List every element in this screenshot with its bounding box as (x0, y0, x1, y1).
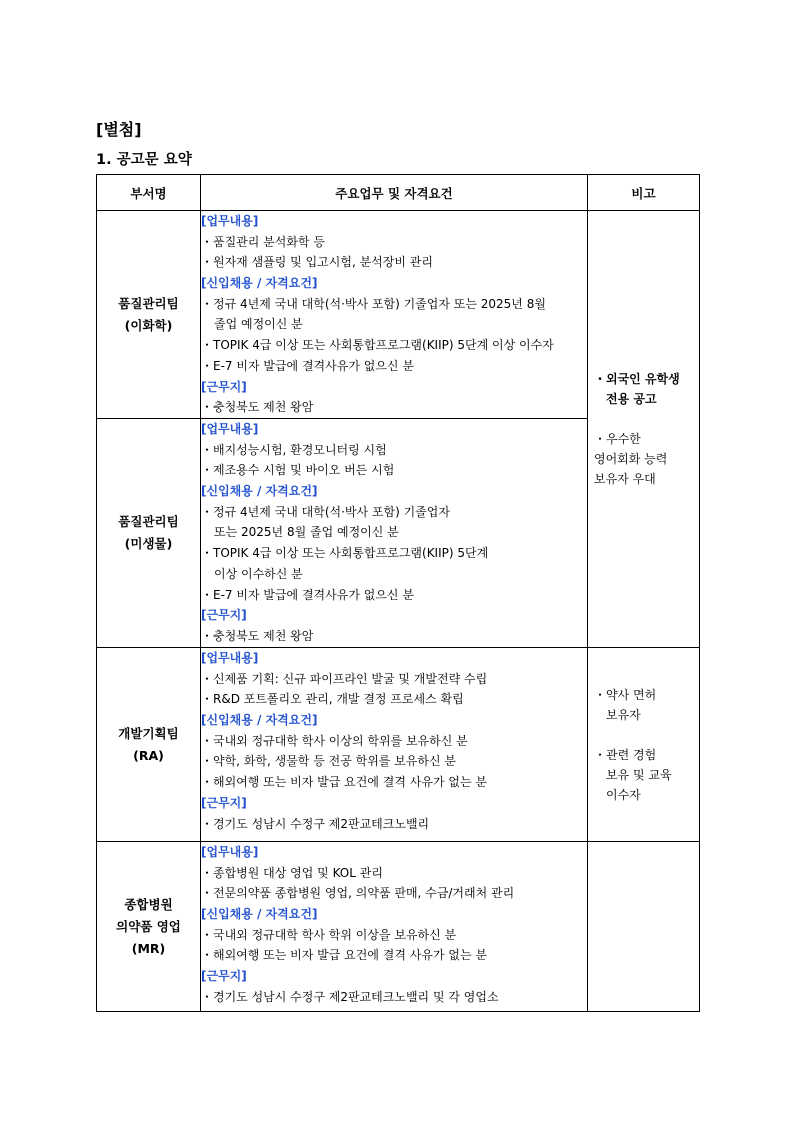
dept-cell (97, 419, 201, 648)
duty-line: ・TOPIK 4급 이상 또는 사회통합프로그램(KIIP) 5단계 (201, 546, 489, 561)
duty-line: ・충청북도 제천 왕암 (201, 400, 314, 415)
dept-sub: (MR) (131, 940, 166, 956)
section-tag: [근무지] (201, 608, 247, 623)
duty-line: ・신제품 기획: 신규 파이프라인 발굴 및 개발전략 수립 (201, 671, 488, 686)
section-tag: [업무내용] (201, 422, 259, 436)
section-tag: [업무내용] (201, 214, 259, 228)
duty-line: ・품질관리 분석화학 등 (201, 234, 325, 249)
duty-line: ・국내외 정규대학 학사 이상의 학위를 보유하신 분 (201, 733, 468, 748)
duty-line: ・TOPIK 4급 이상 또는 사회통합프로그램(KIIP) 5단계 이상 이수자 (201, 338, 554, 353)
duty-line: ・해외여행 또는 비자 발급 요건에 결격 사유가 없는 분 (201, 775, 487, 790)
dept-sub: (이화학) (124, 317, 173, 333)
dept-name-2: 의약품 영업 (116, 918, 181, 934)
duty-line: ・원자재 샘플링 및 입고시험, 분석장비 관리 (201, 255, 433, 270)
dept-name: 개발기획팀 (118, 725, 179, 741)
dept-cell (97, 648, 201, 842)
duty-line: 또는 2025년 8월 졸업 예정이신 분 (214, 525, 399, 540)
summary-table (96, 174, 700, 1012)
section-tag: [근무지] (201, 969, 247, 984)
section-tag: [신입채용 / 자격요건] (201, 907, 318, 922)
section-title: 1. 공고문 요약 (96, 152, 192, 168)
note-license-line1: ・약사 면허 (594, 687, 657, 702)
duty-line: ・전문의약품 종합병원 영업, 의약품 판매, 수금/거래처 관리 (201, 886, 515, 901)
dept-sub: (RA) (133, 747, 164, 763)
duty-line: ・배지성능시험, 환경모니터링 시험 (201, 442, 387, 457)
dept-sub: (미생물) (124, 536, 173, 551)
dept-name: 품질관리팀 (118, 514, 179, 529)
table-row (97, 648, 700, 842)
header-note: 비고 (588, 175, 700, 211)
duty-line: ・종합병원 대상 영업 및 KOL 관리 (201, 865, 383, 880)
note-pref-line3: 보유자 우대 (594, 472, 656, 486)
note-exp-line2: 보유 및 교육 (606, 767, 672, 782)
table-row (97, 211, 700, 419)
duty-line: ・R&D 포트폴리오 관리, 개발 결정 프로세스 확립 (201, 692, 464, 707)
duty-cell (201, 648, 588, 842)
note-license-line2: 보유자 (606, 707, 641, 722)
duty-line: ・E-7 비자 발급에 결격사유가 없으신 분 (201, 587, 414, 602)
duty-line: ・국내외 정규대학 학사 학위 이상을 보유하신 분 (201, 927, 457, 942)
duty-line: 졸업 예정이신 분 (214, 317, 303, 332)
note-exp-line3: 이수자 (606, 787, 641, 802)
duty-line: ・충청북도 제천 왕암 (201, 628, 314, 643)
note-foreign-line2: 전용 공고 (606, 392, 657, 406)
section-tag: [업무내용] (201, 651, 259, 665)
header-dept: 부서명 (97, 175, 201, 211)
note-pref-line2: 영어회화 능력 (594, 452, 668, 466)
duty-cell (201, 842, 588, 1012)
attachment-title: [별첨] (96, 120, 142, 139)
note-cell-quality (588, 211, 700, 648)
duty-line: ・제조용수 시험 및 바이오 버든 시험 (201, 463, 395, 478)
section-tag: [근무지] (201, 379, 247, 394)
dept-name: 종합병원 (124, 896, 173, 912)
duty-line: ・약학, 화학, 생물학 등 전공 학위를 보유하신 분 (201, 754, 456, 769)
duty-line: ・경기도 성남시 수정구 제2판교테크노밸리 및 각 영업소 (201, 989, 499, 1004)
section-tag: [근무지] (201, 795, 247, 810)
table-header-row (97, 175, 700, 211)
table-row (97, 842, 700, 1012)
duty-cell (201, 211, 588, 419)
section-tag: [신입채용 / 자격요건] (201, 484, 318, 499)
dept-cell (97, 842, 201, 1012)
duty-line: ・정규 4년제 국내 대학(석·박사 포함) 기졸업자 또는 2025년 8월 (201, 296, 546, 311)
note-pref-line1: ・우수한 (594, 432, 641, 446)
section-tag: [신입채용 / 자격요건] (201, 713, 318, 728)
note-foreign-line1: ・외국인 유학생 (594, 372, 680, 386)
dept-cell (97, 211, 201, 419)
duty-line: ・정규 4년제 국내 대학(석·박사 포함) 기졸업자 (201, 504, 450, 519)
note-cell-empty (588, 842, 700, 1012)
note-exp-line1: ・관련 경험 (594, 747, 657, 762)
note-cell-ra (588, 648, 700, 842)
section-tag: [신입채용 / 자격요건] (201, 276, 318, 291)
duty-line: ・경기도 성남시 수정구 제2판교테크노밸리 (201, 816, 430, 831)
duty-cell (201, 419, 588, 648)
header-duty: 주요업무 및 자격요건 (201, 175, 588, 211)
duty-line: ・E-7 비자 발급에 결격사유가 없으신 분 (201, 358, 414, 373)
duty-line: 이상 이수하신 분 (214, 566, 303, 581)
section-tag: [업무내용] (201, 845, 259, 859)
duty-line: ・해외여행 또는 비자 발급 요건에 결격 사유가 없는 분 (201, 948, 487, 963)
dept-name: 품질관리팀 (118, 295, 179, 311)
